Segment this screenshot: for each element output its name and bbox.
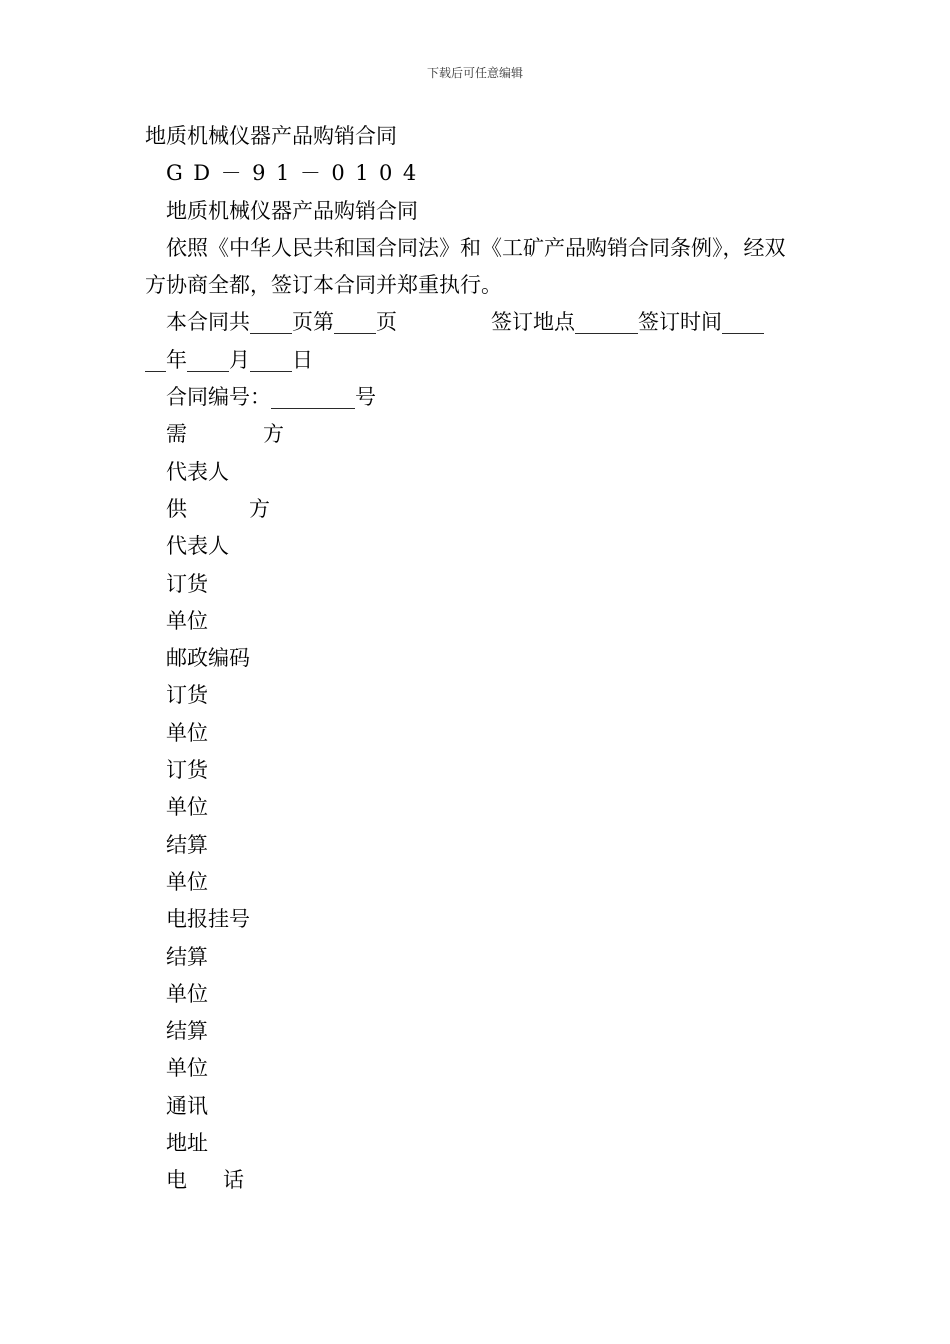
field-row: 结算 bbox=[166, 832, 208, 857]
supplier-representative: 代表人 bbox=[166, 534, 229, 559]
field-row: 单位 bbox=[166, 869, 208, 894]
supplier-label-b: 方 bbox=[249, 496, 270, 521]
buyer-representative: 代表人 bbox=[166, 459, 229, 484]
field-row: 订货 bbox=[166, 571, 208, 596]
field-row: 邮政编码 bbox=[166, 646, 250, 671]
supplier-label bbox=[145, 491, 825, 528]
field-row: 电报挂号 bbox=[166, 907, 250, 932]
buyer-label-b: 方 bbox=[263, 422, 284, 447]
phone-label bbox=[145, 1162, 825, 1199]
phone-label-b: 话 bbox=[223, 1168, 244, 1193]
field-row: 通讯 bbox=[166, 1093, 208, 1118]
document-body bbox=[145, 118, 825, 1200]
field-row: 订货 bbox=[166, 683, 208, 708]
supplier-label-a: 供 bbox=[166, 496, 187, 521]
pages-line bbox=[145, 304, 825, 341]
field-row: 单位 bbox=[166, 608, 208, 633]
contract-number: 合同编号：________号 bbox=[166, 385, 376, 410]
field-row: 单位 bbox=[166, 795, 208, 820]
field-row: 单位 bbox=[166, 720, 208, 745]
field-row: 地址 bbox=[166, 1131, 208, 1156]
field-row: 结算 bbox=[166, 944, 208, 969]
buyer-label bbox=[145, 416, 825, 453]
document-code: GD－91－0104 bbox=[166, 161, 427, 186]
buyer-label-a: 需 bbox=[166, 422, 187, 447]
field-row: 单位 bbox=[166, 1056, 208, 1081]
field-row: 订货 bbox=[166, 758, 208, 783]
document-title: 地质机械仪器产品购销合同 bbox=[145, 124, 397, 148]
pages-count-text: 本合同共____页第____页 bbox=[166, 310, 397, 335]
field-row: 单位 bbox=[166, 981, 208, 1006]
document-subtitle: 地质机械仪器产品购销合同 bbox=[166, 198, 418, 223]
page-header: 下载后可任意编辑 bbox=[426, 66, 523, 80]
intro-paragraph: 依照《中华人民共和国合同法》和《工矿产品购销合同条例》，经双方协商全都，签订本合同并郑重执行。 bbox=[145, 235, 786, 298]
sign-place-time-text: 签订地点______签订时间____ bbox=[491, 310, 764, 335]
phone-label-a: 电 bbox=[166, 1168, 187, 1193]
field-row: 结算 bbox=[166, 1019, 208, 1044]
date-line: __年____月____日 bbox=[145, 347, 313, 372]
